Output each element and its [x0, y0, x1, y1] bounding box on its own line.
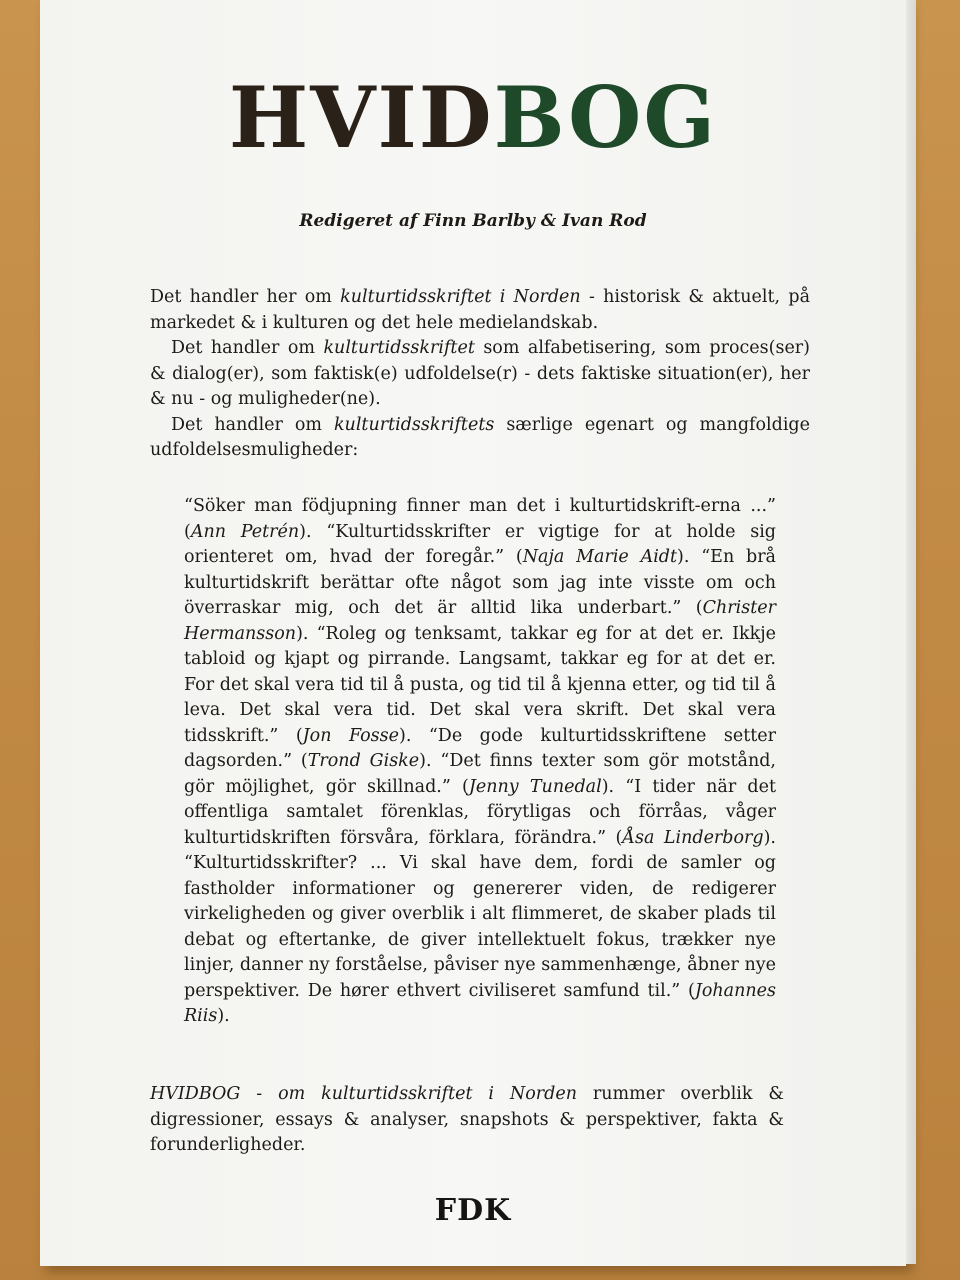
- quote-author: Christer Hermansson: [184, 598, 776, 644]
- editors-line: Redigeret af Finn Barlby & Ivan Rod: [299, 211, 647, 231]
- quotes-block: [184, 494, 776, 1030]
- outro-text: [150, 1082, 784, 1159]
- publisher-logo: FDK: [434, 1193, 512, 1228]
- quote-author: Åsa Linderborg: [622, 827, 764, 848]
- quote-author: Jenny Tunedal: [468, 776, 602, 797]
- quote-author: Ann Petrén: [190, 521, 300, 542]
- title-part-hvid: HVID: [228, 68, 494, 167]
- quote-author: Jon Fosse: [302, 725, 399, 746]
- quote: “Det finns texter som gör motstånd, gör möjlighet, gör skillnad.” (: [184, 751, 776, 797]
- intro-paragraph-3: Det handler om kulturtidsskriftets særlige egenart og mangfoldige udfoldelsesmuligheder:: [150, 414, 810, 460]
- title-part-bog: BOG: [493, 68, 718, 167]
- quote-author: Naja Marie Aidt: [522, 547, 678, 567]
- quote-author: Trond Giske: [307, 751, 420, 771]
- quote: “Roleg og tenksamt, takkar eg for at det er. Ikkje tabloid og kjapt og pirrande. Langsamt, takkar eg for at det er. For det skal vera tid til å pusta, og tid til å kjenna etter, og tid til å leva. Det skal vera tid. Det skal vera skrift. Det skal vera tidsskrift.” (: [184, 623, 777, 746]
- quote: “I tider när det offentliga samtalet förenklas, förytligas och förråas, våger kulturtidskriften försvåra, förklara, förändra.” (: [184, 776, 777, 848]
- quote: “Kulturtidsskrifter? ... Vi skal have dem, fordi de samler og fastholder informationer og genererer viden, de redigerer virkeligheden og giver overblik i alt flimmeret, de skaber plads til debat og eftertanke, de giver intellektuelt fokus, trækker nye linjer, danner ny forståelse, påviser nye sammenhænge, åbner nye perspektiver. De hører ethvert civiliseret samfund til.” (: [184, 853, 776, 1001]
- book-title: [40, 68, 906, 167]
- intro-text: [150, 285, 810, 464]
- intro-paragraph-1: Det handler her om kulturtidsskriftet i Norden - historisk & aktuelt, på markedet & i kulturen og det hele medielandskab.: [150, 287, 810, 333]
- page-edge: [906, 0, 916, 1264]
- quote: “De gode kulturtidsskriftene setter dagsorden.” (: [184, 725, 776, 771]
- book-back-cover: [40, 0, 906, 1266]
- quote: “En brå kulturtidskrift berättar ofte något som jag inte visste om och överraskar mig, och det är alltid lika underbart.” (: [184, 547, 776, 618]
- quote: “Söker man födjupning finner man det i kulturtidskrift-erna ...” (: [184, 496, 776, 542]
- quote-author: Johannes Riis: [184, 980, 776, 1026]
- quotes-paragraph: “Söker man födjupning finner man det i kulturtidskrift-erna ...” (Ann Petrén). “Kulturtidsskrifter er vigtige for at holde sig orienteret om, hvad der foregår.” (Naja Marie Aidt). “En brå kulturtidskrift berättar ofte något som jag inte visste om och överraskar mig, och det är alltid lika underbart.” (Christer Hermansson). “Roleg og tenksamt, takkar eg for at det er. Ikkje tabloid og kjapt og pirrande. Langsamt, takkar eg for at det er. For det skal vera tid til å pusta, og tid til å kjenna etter, og tid til å leva. Det skal vera tid. Det skal vera skrift. Det skal vera tidsskrift.” (Jon Fosse). “De gode kulturtidsskriftene setter dagsorden.” (Trond Giske). “Det finns texter som gör motstånd, gör möjlighet, gör skillnad.” (Jenny Tunedal). “I tider när det offentliga samtalet förenklas, förytligas och förråas, våger kulturtidskriften försvåra, förklara, förändra.” (Åsa Linderborg). “Kulturtidsskrifter? ... Vi skal have dem, fordi de samler og fastholder informationer og genererer viden, de redigerer virkeligheden og giver overblik i alt flimmeret, de skaber plads til debat og eftertanke, de giver intellektuelt fokus, trækker nye linjer, danner ny forståelse, påviser nye sammenhænge, åbner nye perspektiver. De hører ethvert civiliseret samfund til.” (Johannes Riis).: [184, 496, 777, 1026]
- intro-paragraph-2: Det handler om kulturtidsskriftet som alfabetisering, som proces(ser) & dialog(er), som faktisk(e) udfoldelse(r) - dets faktiske situation(er), her & nu - og muligheder(ne).: [150, 338, 811, 409]
- outro-paragraph: HVIDBOG - om kulturtidsskriftet i Norden rummer overblik & digressioner, essays & analyser, snapshots & perspektiver, fakta & forunderligheder.: [150, 1084, 784, 1155]
- quote: “Kulturtidsskrifter er vigtige for at holde sig orienteret om, hvad der foregår.” (: [184, 521, 777, 567]
